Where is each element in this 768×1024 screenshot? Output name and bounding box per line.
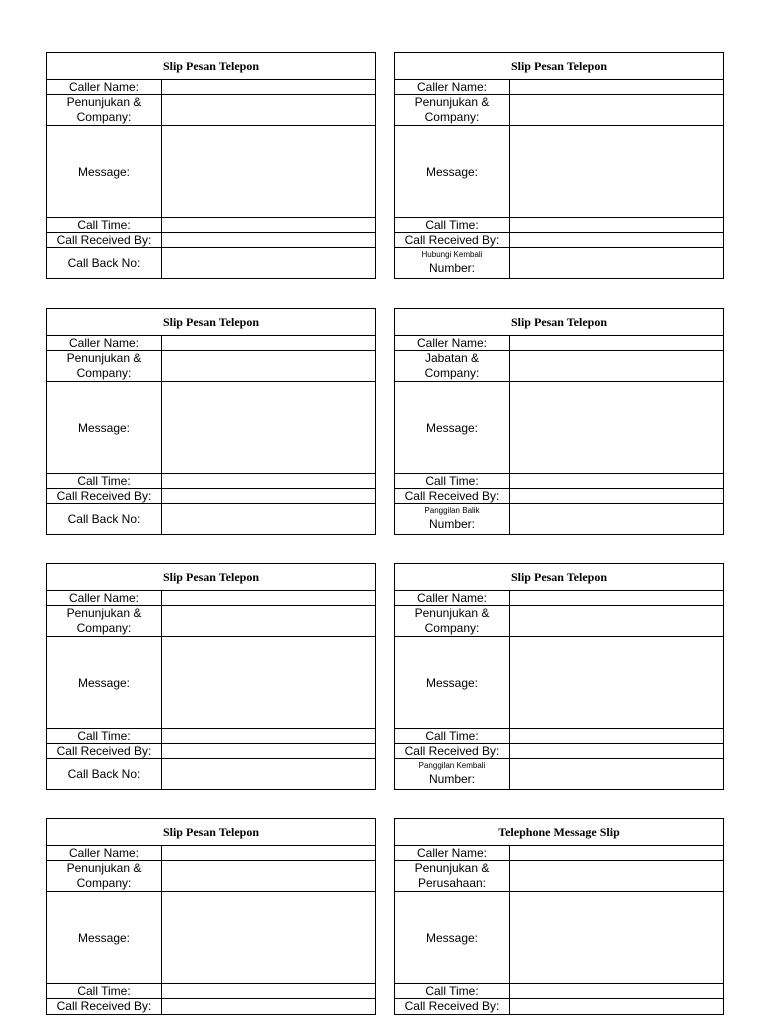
- message-row: [395, 892, 723, 984]
- designation-field[interactable]: [510, 606, 723, 636]
- message-label: Message:: [395, 126, 510, 217]
- message-row: [395, 637, 723, 729]
- message-field[interactable]: [510, 382, 723, 473]
- designation-row: [395, 351, 723, 382]
- designation-row: [395, 95, 723, 126]
- designation-label: [47, 861, 162, 891]
- message-field[interactable]: [510, 637, 723, 728]
- call-time-row: [395, 218, 723, 233]
- message-label: Message:: [47, 892, 162, 983]
- caller-name-row: [395, 336, 723, 351]
- received-by-field[interactable]: [510, 999, 723, 1014]
- slip-title: Slip Pesan Telepon: [395, 53, 723, 80]
- message-field[interactable]: [162, 637, 375, 728]
- received-by-row: [395, 999, 723, 1014]
- caller-name-row: [395, 591, 723, 606]
- call-back-label-main: Call Back No:: [67, 256, 141, 270]
- message-field[interactable]: [162, 126, 375, 217]
- message-row: [47, 126, 375, 218]
- caller-name-row: [47, 846, 375, 861]
- call-time-label: Call Time:: [395, 984, 510, 998]
- call-time-field[interactable]: [510, 984, 723, 998]
- designation-label-line2: Perusahaan:: [417, 876, 487, 890]
- caller-name-row: [47, 591, 375, 606]
- received-by-label: Call Received By:: [47, 999, 162, 1014]
- caller-name-field[interactable]: [510, 846, 723, 860]
- designation-label-line1: Penunjukan &: [66, 351, 142, 365]
- received-by-field[interactable]: [162, 233, 375, 247]
- designation-label-line1: Jabatan &: [424, 351, 480, 365]
- designation-field[interactable]: [162, 351, 375, 381]
- message-label: Message:: [395, 382, 510, 473]
- received-by-label: Call Received By:: [47, 233, 162, 247]
- received-by-label: Call Received By:: [395, 233, 510, 247]
- call-back-label-main: Number:: [428, 772, 475, 786]
- call-time-label: Call Time:: [47, 474, 162, 488]
- message-slip-4: [394, 308, 724, 535]
- designation-row: [395, 606, 723, 637]
- designation-label-line1: Penunjukan &: [414, 95, 490, 109]
- caller-name-row: [395, 80, 723, 95]
- message-slip-1: [46, 52, 376, 279]
- designation-label-line2: Company:: [424, 366, 480, 380]
- designation-row: [395, 861, 723, 892]
- call-back-field[interactable]: [162, 759, 375, 789]
- call-back-label-main: Call Back No:: [67, 512, 141, 526]
- designation-row: [47, 861, 375, 892]
- designation-label: [47, 95, 162, 125]
- received-by-field[interactable]: [162, 744, 375, 758]
- message-label: Message:: [47, 126, 162, 217]
- designation-label-line1: Penunjukan &: [66, 95, 142, 109]
- call-back-label-small: Panggilan Kembali: [418, 761, 486, 770]
- designation-field[interactable]: [510, 351, 723, 381]
- call-back-label: [47, 504, 162, 534]
- slip-title: Slip Pesan Telepon: [47, 53, 375, 80]
- received-by-row: [395, 744, 723, 759]
- slip-title: Slip Pesan Telepon: [47, 564, 375, 591]
- caller-name-field[interactable]: [162, 591, 375, 605]
- message-slip-7: [46, 818, 376, 1015]
- message-row: [47, 637, 375, 729]
- received-by-field[interactable]: [510, 233, 723, 247]
- call-back-row: [395, 248, 723, 278]
- call-time-row: [47, 729, 375, 744]
- caller-name-row: [47, 336, 375, 351]
- designation-label-line2: Company:: [424, 110, 480, 124]
- message-row: [47, 892, 375, 984]
- received-by-label: Call Received By:: [47, 489, 162, 503]
- message-label: Message:: [47, 637, 162, 728]
- designation-row: [47, 351, 375, 382]
- message-slip-8: [394, 818, 724, 1015]
- call-time-field[interactable]: [510, 218, 723, 232]
- designation-label: [47, 606, 162, 636]
- caller-name-field[interactable]: [162, 80, 375, 94]
- slip-title: Slip Pesan Telepon: [47, 309, 375, 336]
- designation-label: [395, 606, 510, 636]
- received-by-label: Call Received By:: [395, 744, 510, 758]
- caller-name-field[interactable]: [510, 591, 723, 605]
- call-time-row: [47, 984, 375, 999]
- call-time-label: Call Time:: [395, 729, 510, 743]
- caller-name-label: Caller Name:: [47, 591, 162, 605]
- call-time-row: [395, 984, 723, 999]
- call-time-label: Call Time:: [395, 474, 510, 488]
- designation-label-line2: Company:: [76, 876, 132, 890]
- call-time-field[interactable]: [510, 729, 723, 743]
- designation-label: [395, 351, 510, 381]
- received-by-row: [47, 489, 375, 504]
- call-back-label-small: Panggilan Balik: [424, 506, 480, 515]
- call-back-field[interactable]: [162, 504, 375, 534]
- call-back-label-main: Number:: [428, 261, 475, 275]
- slip-title: Slip Pesan Telepon: [395, 309, 723, 336]
- received-by-label: Call Received By:: [395, 489, 510, 503]
- received-by-label: Call Received By:: [47, 744, 162, 758]
- call-back-field[interactable]: [510, 759, 723, 789]
- caller-name-field[interactable]: [162, 336, 375, 350]
- call-back-field[interactable]: [162, 248, 375, 278]
- received-by-row: [395, 233, 723, 248]
- message-row: [395, 382, 723, 474]
- message-label: Message:: [395, 637, 510, 728]
- call-back-label-main: Number:: [428, 517, 475, 531]
- call-time-label: Call Time:: [395, 218, 510, 232]
- call-back-label-main: Call Back No:: [67, 767, 141, 781]
- call-back-label: [47, 248, 162, 278]
- designation-label: [395, 861, 510, 891]
- designation-row: [47, 95, 375, 126]
- caller-name-label: Caller Name:: [47, 80, 162, 94]
- designation-label-line1: Penunjukan &: [414, 606, 490, 620]
- call-back-row: [47, 759, 375, 789]
- message-row: [395, 126, 723, 218]
- call-time-row: [47, 474, 375, 489]
- message-field[interactable]: [510, 126, 723, 217]
- designation-row: [47, 606, 375, 637]
- caller-name-field[interactable]: [510, 80, 723, 94]
- message-row: [47, 382, 375, 474]
- received-by-field[interactable]: [510, 489, 723, 503]
- call-time-field[interactable]: [162, 984, 375, 998]
- caller-name-label: Caller Name:: [395, 336, 510, 350]
- caller-name-label: Caller Name:: [395, 591, 510, 605]
- received-by-field[interactable]: [510, 744, 723, 758]
- received-by-label: Call Received By:: [395, 999, 510, 1014]
- call-time-label: Call Time:: [47, 984, 162, 998]
- received-by-field[interactable]: [162, 999, 375, 1014]
- received-by-row: [47, 233, 375, 248]
- call-back-row: [395, 759, 723, 789]
- received-by-row: [47, 744, 375, 759]
- call-back-field[interactable]: [510, 248, 723, 278]
- call-time-field[interactable]: [510, 474, 723, 488]
- call-back-label: [395, 504, 510, 534]
- caller-name-field[interactable]: [162, 846, 375, 860]
- caller-name-label: Caller Name:: [395, 846, 510, 860]
- call-time-row: [395, 729, 723, 744]
- slip-title: Slip Pesan Telepon: [395, 564, 723, 591]
- designation-field[interactable]: [510, 861, 723, 891]
- designation-field[interactable]: [162, 606, 375, 636]
- message-label: Message:: [395, 892, 510, 983]
- message-field[interactable]: [510, 892, 723, 983]
- received-by-row: [47, 999, 375, 1014]
- call-time-row: [395, 474, 723, 489]
- message-label: Message:: [47, 382, 162, 473]
- received-by-row: [395, 489, 723, 504]
- message-slip-6: [394, 563, 724, 790]
- message-field[interactable]: [162, 892, 375, 983]
- call-back-label: [47, 759, 162, 789]
- designation-field[interactable]: [510, 95, 723, 125]
- designation-label-line1: Penunjukan &: [66, 861, 142, 875]
- caller-name-label: Caller Name:: [47, 336, 162, 350]
- call-time-row: [47, 218, 375, 233]
- caller-name-row: [47, 80, 375, 95]
- call-time-field[interactable]: [162, 474, 375, 488]
- designation-label-line1: Penunjukan &: [66, 606, 142, 620]
- call-back-label: [395, 248, 510, 278]
- received-by-field[interactable]: [162, 489, 375, 503]
- message-field[interactable]: [162, 382, 375, 473]
- designation-label-line1: Penunjukan &: [414, 861, 490, 875]
- call-time-field[interactable]: [162, 218, 375, 232]
- caller-name-field[interactable]: [510, 336, 723, 350]
- designation-label-line2: Company:: [76, 621, 132, 635]
- designation-label: [395, 95, 510, 125]
- message-slip-3: [46, 308, 376, 535]
- call-back-row: [395, 504, 723, 534]
- message-slip-5: [46, 563, 376, 790]
- call-time-label: Call Time:: [47, 729, 162, 743]
- slip-title: Slip Pesan Telepon: [47, 819, 375, 846]
- call-time-field[interactable]: [162, 729, 375, 743]
- message-slip-2: [394, 52, 724, 279]
- designation-field[interactable]: [162, 95, 375, 125]
- call-time-label: Call Time:: [47, 218, 162, 232]
- designation-label-line2: Company:: [424, 621, 480, 635]
- caller-name-label: Caller Name:: [47, 846, 162, 860]
- designation-label: [47, 351, 162, 381]
- call-back-row: [47, 248, 375, 278]
- call-back-label-small: Hubungi Kembali: [421, 250, 483, 259]
- caller-name-row: [395, 846, 723, 861]
- designation-label-line2: Company:: [76, 366, 132, 380]
- call-back-row: [47, 504, 375, 534]
- call-back-field[interactable]: [510, 504, 723, 534]
- designation-label-line2: Company:: [76, 110, 132, 124]
- call-back-label: [395, 759, 510, 789]
- caller-name-label: Caller Name:: [395, 80, 510, 94]
- slip-title: Telephone Message Slip: [395, 819, 723, 846]
- designation-field[interactable]: [162, 861, 375, 891]
